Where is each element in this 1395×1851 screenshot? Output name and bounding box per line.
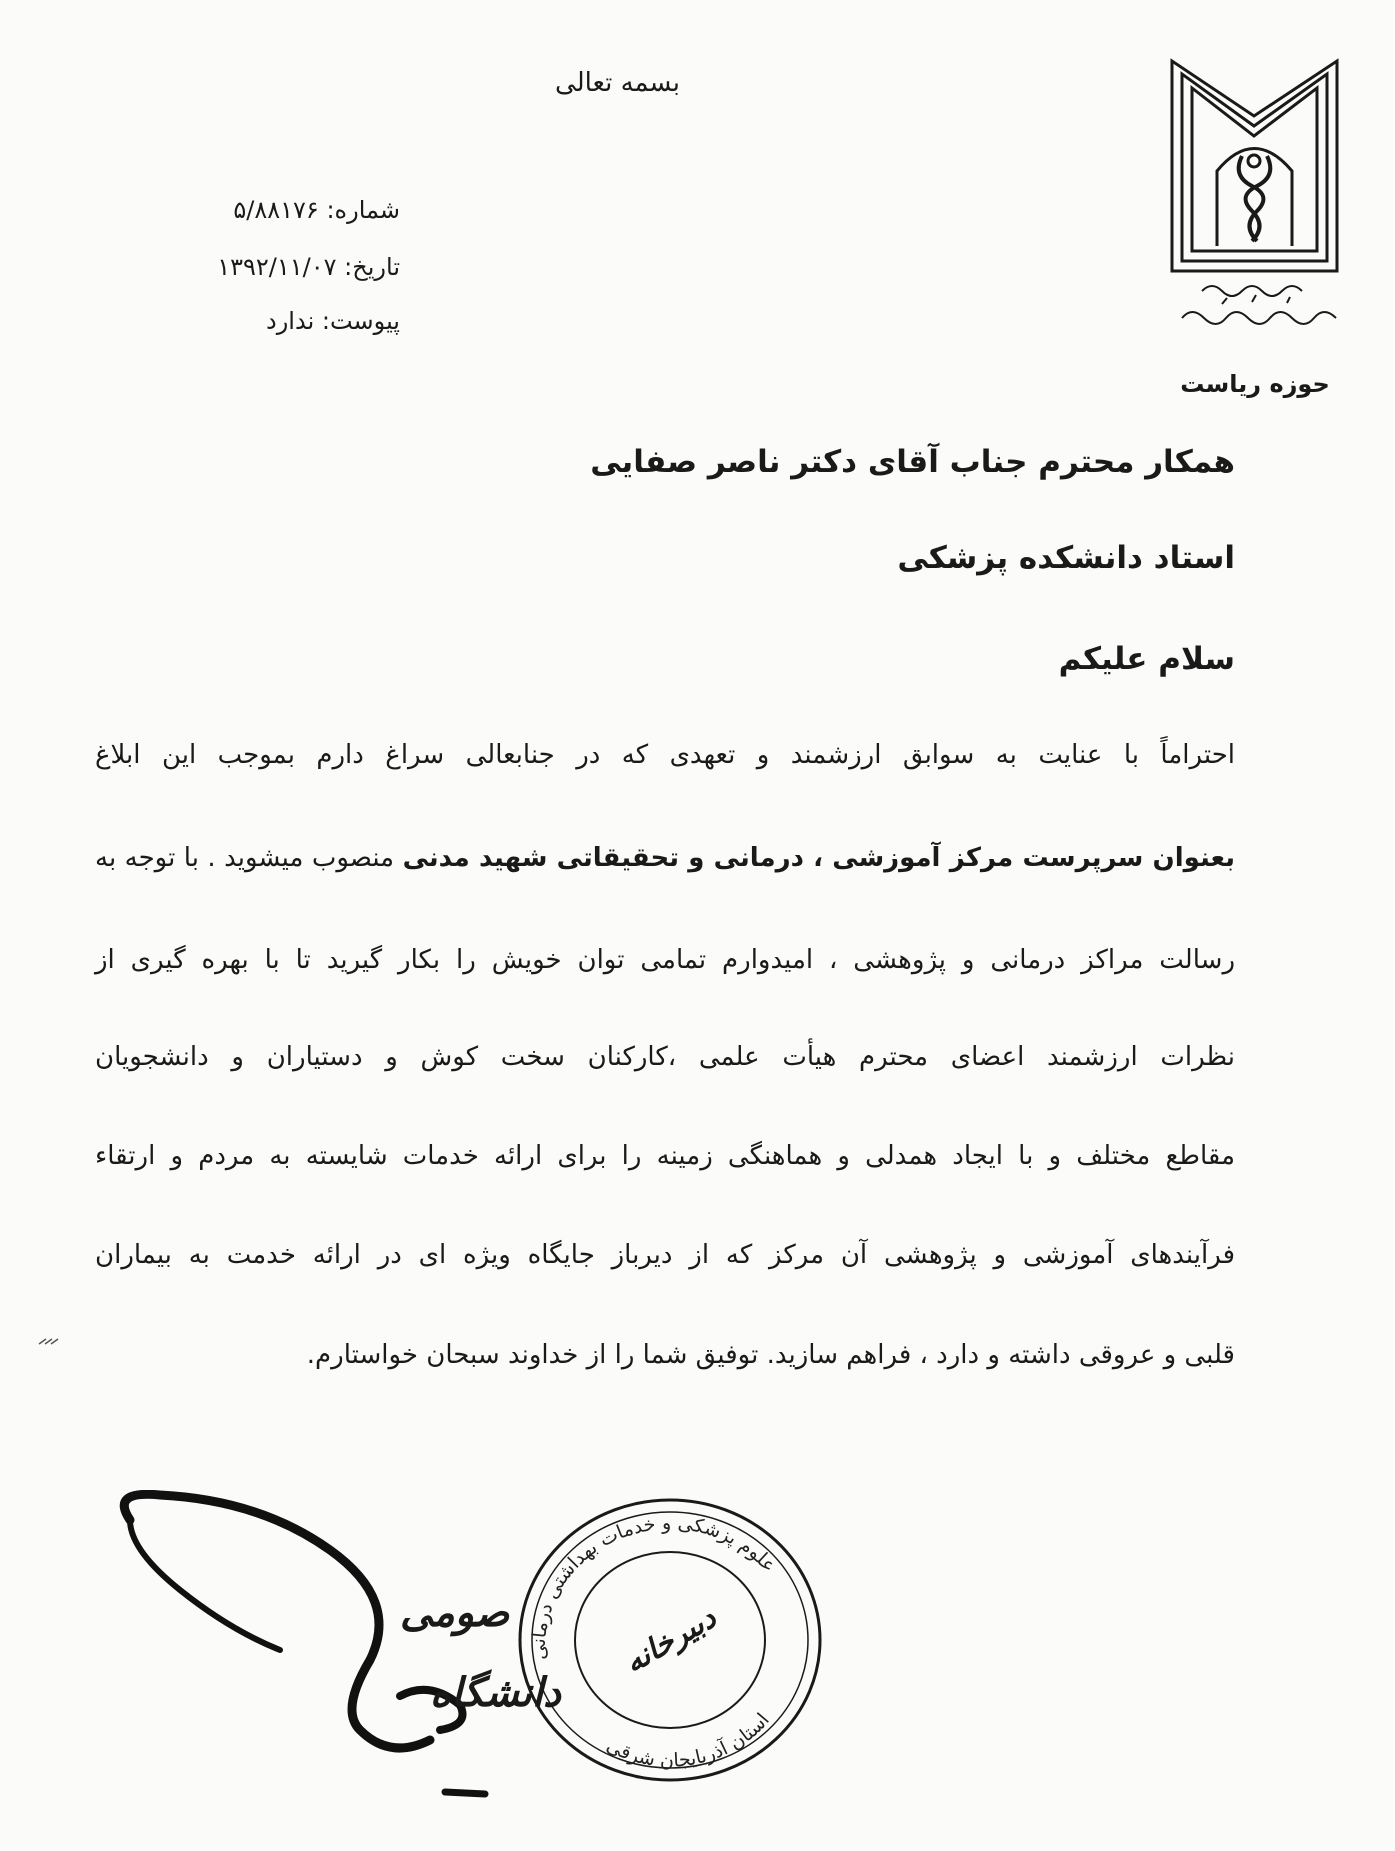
body-line-2 — [95, 843, 1235, 873]
letter-attachment — [150, 307, 400, 335]
greeting: سلام علیکم — [1058, 641, 1235, 677]
body-line-3: رسالت مراکز درمانی و پژوهشی ، امیدوارم تمامی توان خویش را بکار گیرید تا با بهره گیری از — [95, 945, 1235, 975]
body-line-5: مقاطع مختلف و با ایجاد همدلی و هماهنگی زمینه را برای ارائه خدمات شایسته به مردم و ارتقاء — [95, 1141, 1235, 1171]
scan-mark-icon — [38, 1336, 60, 1346]
date-value: ۱۳۹۲/۱۱/۰۷ — [217, 253, 337, 281]
attachment-label: پیوست: — [321, 307, 400, 335]
body-line-2-rest: منصوب میشوید . با توجه به — [95, 843, 395, 873]
svg-text:استان آذربایجان شرقی: استان آذربایجان شرقی — [603, 1709, 774, 1772]
signature-name-fragment: صومی — [400, 1590, 510, 1636]
department-label: حوزه ریاست — [1180, 370, 1330, 398]
official-stamp-icon — [510, 1490, 830, 1790]
body-line-7: قلبی و عروقی داشته و دارد ، فراهم سازید. توفیق شما را از خداوند سبحان خواستارم. — [306, 1340, 1235, 1370]
signature-title-fragment: دانشگاه — [430, 1670, 561, 1716]
body-line-1: احتراماً با عنایت به سوابق ارزشمند و تعهدی که در جنابعالی سراغ دارم بموجب این ابلاغ — [95, 740, 1235, 770]
body-line-4: نظرات ارزشمند اعضای محترم هیأت علمی ،کارکنان سخت کوش و دستیاران و دانشجویان — [95, 1042, 1235, 1072]
recipient-title: استاد دانشکده پزشکی — [897, 540, 1235, 576]
letter-heading: بسمه تعالی — [555, 68, 680, 98]
recipient-line: همکار محترم جناب آقای دکتر ناصر صفایی — [590, 444, 1235, 480]
letter-date — [150, 253, 400, 281]
appointment-title: بعنوان سرپرست مرکز آموزشی ، درمانی و تحقیقاتی شهید مدنی — [402, 843, 1235, 873]
body-line-6: فرآیندهای آموزشی و پژوهشی آن مرکز که از دیرباز جایگاه ویژه ای در ارائه خدمت به بیماران — [95, 1240, 1235, 1270]
attachment-value: ندارد — [266, 307, 315, 335]
university-logo-icon — [1162, 56, 1347, 346]
letter-number — [150, 196, 400, 224]
svg-text:دبیرخانه: دبیرخانه — [618, 1600, 723, 1681]
svg-text:علوم پزشکی و خدمات بهداشتی درم: علوم پزشکی و خدمات بهداشتی درمانی — [527, 1512, 781, 1661]
date-label: تاریخ: — [344, 253, 400, 281]
number-label: شماره: — [326, 196, 400, 224]
number-value: ۵/۸۸۱۷۶ — [233, 196, 319, 224]
